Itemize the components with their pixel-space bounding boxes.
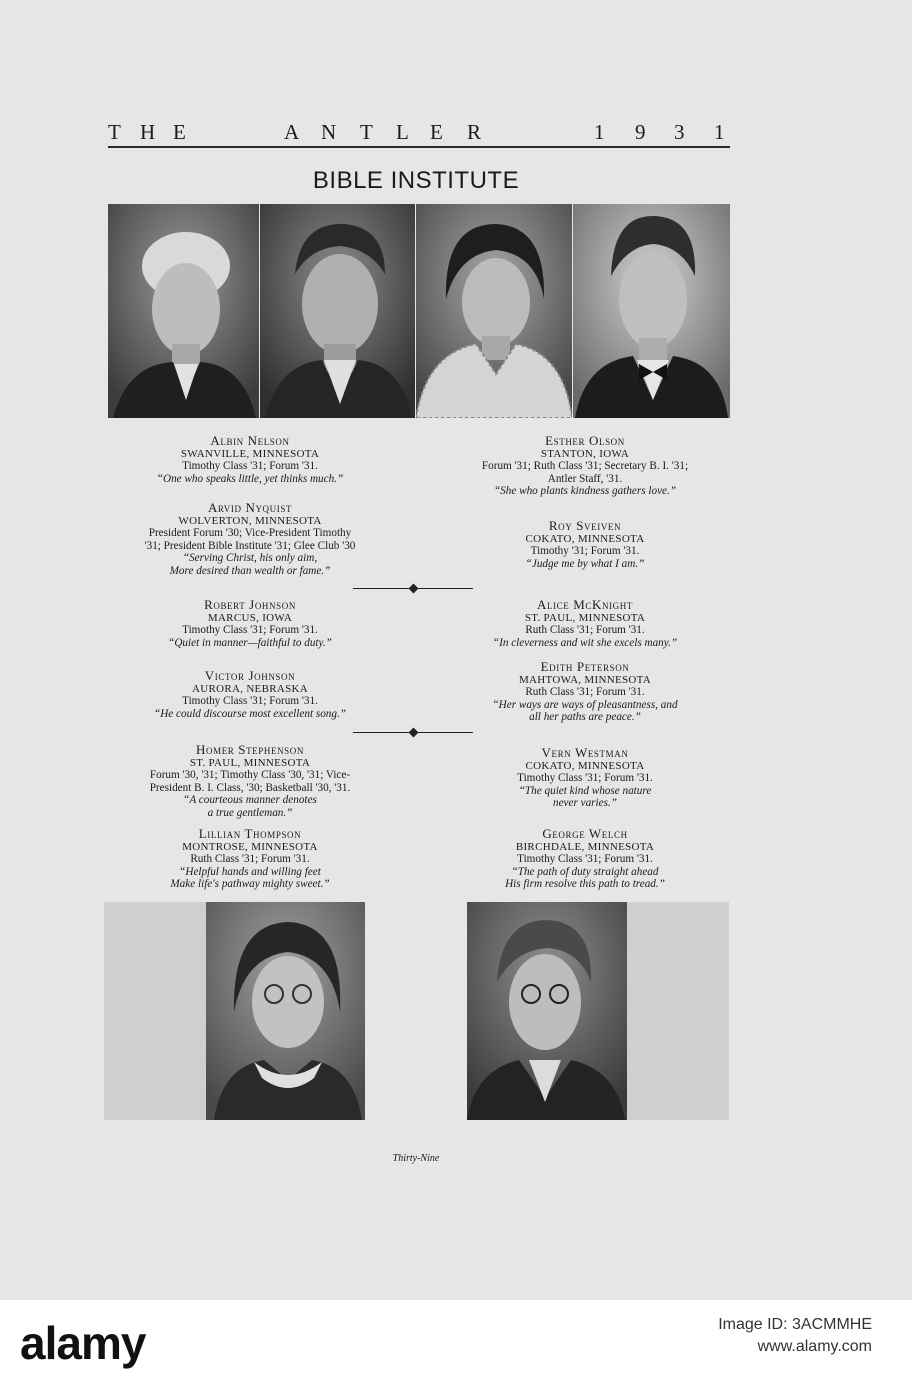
student-hometown: MARCUS, IOWA bbox=[207, 612, 293, 624]
student-name: Vern Westman bbox=[541, 745, 629, 760]
student-quote: all her paths are peace.” bbox=[529, 711, 641, 724]
student-quote: “Serving Christ, his only aim, bbox=[182, 552, 318, 565]
portrait-illustration bbox=[467, 902, 729, 1120]
student-quote: “Judge me by what I am.” bbox=[525, 557, 645, 570]
header-letter: H bbox=[140, 120, 156, 144]
student-activities: Ruth Class '31; Forum '31. bbox=[525, 624, 645, 637]
student-entry bbox=[430, 826, 740, 891]
student-name: Roy Sveiven bbox=[548, 518, 622, 533]
student-quote: a true gentleman.” bbox=[207, 806, 293, 819]
student-activities: Timothy Class '31; Forum '31. bbox=[517, 853, 653, 866]
student-entry bbox=[100, 826, 400, 891]
header-letter: 1 bbox=[594, 120, 605, 144]
portrait-photo bbox=[108, 204, 259, 418]
portrait-illustration bbox=[108, 204, 259, 418]
student-entry bbox=[430, 597, 740, 649]
student-hometown: BIRCHDALE, MINNESOTA bbox=[515, 841, 655, 853]
portrait-photo bbox=[416, 204, 572, 418]
header-letter: E bbox=[430, 120, 443, 144]
student-quote: “The quiet kind whose nature bbox=[518, 784, 652, 797]
portrait-illustration bbox=[104, 902, 365, 1120]
student-entry bbox=[430, 433, 740, 498]
student-name: Victor Johnson bbox=[204, 668, 296, 683]
student-activities: '31; President Bible Institute '31; Glee Club '30 bbox=[144, 539, 356, 552]
header-letter: N bbox=[321, 120, 337, 144]
student-name: George Welch bbox=[542, 826, 628, 841]
student-name: Edith Peterson bbox=[540, 659, 630, 674]
portrait-illustration bbox=[260, 204, 415, 418]
portrait-photo bbox=[104, 902, 365, 1120]
student-quote: “Her ways are ways of pleasantness, and bbox=[492, 698, 678, 711]
student-activities: President Forum '30; Vice-President Timothy bbox=[148, 527, 352, 540]
student-activities: Antler Staff, '31. bbox=[547, 472, 623, 485]
header-letter: 9 bbox=[635, 120, 646, 144]
student-quote: “In cleverness and wit she excels many.” bbox=[492, 636, 678, 649]
student-quote: His firm resolve this path to tread.” bbox=[505, 878, 665, 891]
header-letter: 1 bbox=[714, 120, 725, 144]
student-name: Homer Stephenson bbox=[196, 742, 304, 757]
portrait-photo bbox=[467, 902, 729, 1120]
student-activities: Timothy '31; Forum '31. bbox=[530, 545, 640, 558]
student-entry bbox=[100, 433, 400, 485]
student-hometown: ST. PAUL, MINNESOTA bbox=[524, 612, 646, 624]
student-activities: Forum '30, '31; Timothy Class '30, '31; Vice- bbox=[149, 769, 351, 782]
student-quote: “He could discourse most excellent song.” bbox=[153, 707, 347, 720]
student-hometown: MAHTOWA, MINNESOTA bbox=[518, 674, 652, 686]
student-hometown: AURORA, NEBRASKA bbox=[191, 683, 309, 695]
student-entry bbox=[100, 597, 400, 649]
student-entry bbox=[100, 500, 400, 577]
student-entry bbox=[430, 745, 740, 810]
student-entry bbox=[100, 742, 400, 819]
student-hometown: COKATO, MINNESOTA bbox=[525, 533, 645, 545]
header-letter: R bbox=[467, 120, 482, 144]
watermark-brand: alamy bbox=[20, 1317, 146, 1369]
student-name: Esther Olson bbox=[545, 433, 625, 448]
student-hometown: MONTROSE, MINNESOTA bbox=[182, 841, 318, 853]
student-activities: Forum '31; Ruth Class '31; Secretary B. I. '31; bbox=[481, 460, 689, 473]
portrait-illustration bbox=[416, 204, 572, 418]
student-entry bbox=[430, 659, 740, 724]
student-name: Alice McKnight bbox=[537, 597, 633, 612]
student-quote: “She who plants kindness gathers love.” bbox=[493, 485, 677, 498]
header-letter: A bbox=[284, 120, 300, 144]
student-name: Albin Nelson bbox=[210, 433, 290, 448]
student-activities: President B. I. Class, '30; Basketball '30, '31. bbox=[149, 781, 351, 794]
student-hometown: WOLVERTON, MINNESOTA bbox=[178, 515, 322, 527]
student-entry bbox=[430, 518, 740, 570]
student-name: Lillian Thompson bbox=[198, 826, 302, 841]
watermark-url: www.alamy.com bbox=[757, 1338, 872, 1355]
student-activities: Timothy Class '31; Forum '31. bbox=[182, 624, 318, 637]
header-letter: 3 bbox=[674, 120, 685, 144]
ornament-diamond-icon bbox=[409, 584, 419, 594]
student-activities: Ruth Class '31; Forum '31. bbox=[525, 686, 645, 699]
student-name: Arvid Nyquist bbox=[207, 500, 293, 515]
student-quote: More desired than wealth or fame.” bbox=[169, 564, 331, 577]
header-letter: T bbox=[360, 120, 373, 144]
running-header bbox=[108, 120, 730, 148]
portrait-illustration bbox=[573, 204, 730, 418]
portrait-photo bbox=[260, 204, 415, 418]
student-quote: “Quiet in manner—faithful to duty.” bbox=[168, 636, 332, 649]
student-quote: Make life's pathway mighty sweet.” bbox=[170, 878, 330, 891]
student-activities: Timothy Class '31; Forum '31. bbox=[517, 772, 653, 785]
watermark-details bbox=[718, 1314, 872, 1358]
header-letter: E bbox=[173, 120, 186, 144]
student-quote: “One who speaks little, yet thinks much.” bbox=[156, 472, 344, 485]
section-title: BIBLE INSTITUTE bbox=[312, 167, 520, 194]
student-activities: Timothy Class '31; Forum '31. bbox=[182, 460, 318, 473]
student-hometown: STANTON, IOWA bbox=[540, 448, 630, 460]
portrait-photo bbox=[573, 204, 730, 418]
student-hometown: COKATO, MINNESOTA bbox=[525, 760, 645, 772]
student-hometown: ST. PAUL, MINNESOTA bbox=[189, 757, 311, 769]
student-quote: never varies.” bbox=[552, 797, 617, 810]
image-id-label: Image ID: 3ACMMHE bbox=[718, 1316, 872, 1333]
header-letter: T bbox=[108, 120, 121, 144]
student-quote: “The path of duty straight ahead bbox=[511, 865, 659, 878]
header-letter: L bbox=[396, 120, 409, 144]
student-activities: Ruth Class '31; Forum '31. bbox=[190, 853, 310, 866]
student-quote: “A courteous manner denotes bbox=[183, 794, 317, 807]
student-name: Robert Johnson bbox=[204, 597, 296, 612]
page-number: Thirty-Nine bbox=[392, 1153, 440, 1164]
student-activities: Timothy Class '31; Forum '31. bbox=[182, 695, 318, 708]
student-entry bbox=[100, 668, 400, 720]
student-quote: “Helpful hands and willing feet bbox=[179, 865, 321, 878]
ornament-diamond-icon bbox=[409, 728, 419, 738]
student-hometown: SWANVILLE, MINNESOTA bbox=[180, 448, 320, 460]
